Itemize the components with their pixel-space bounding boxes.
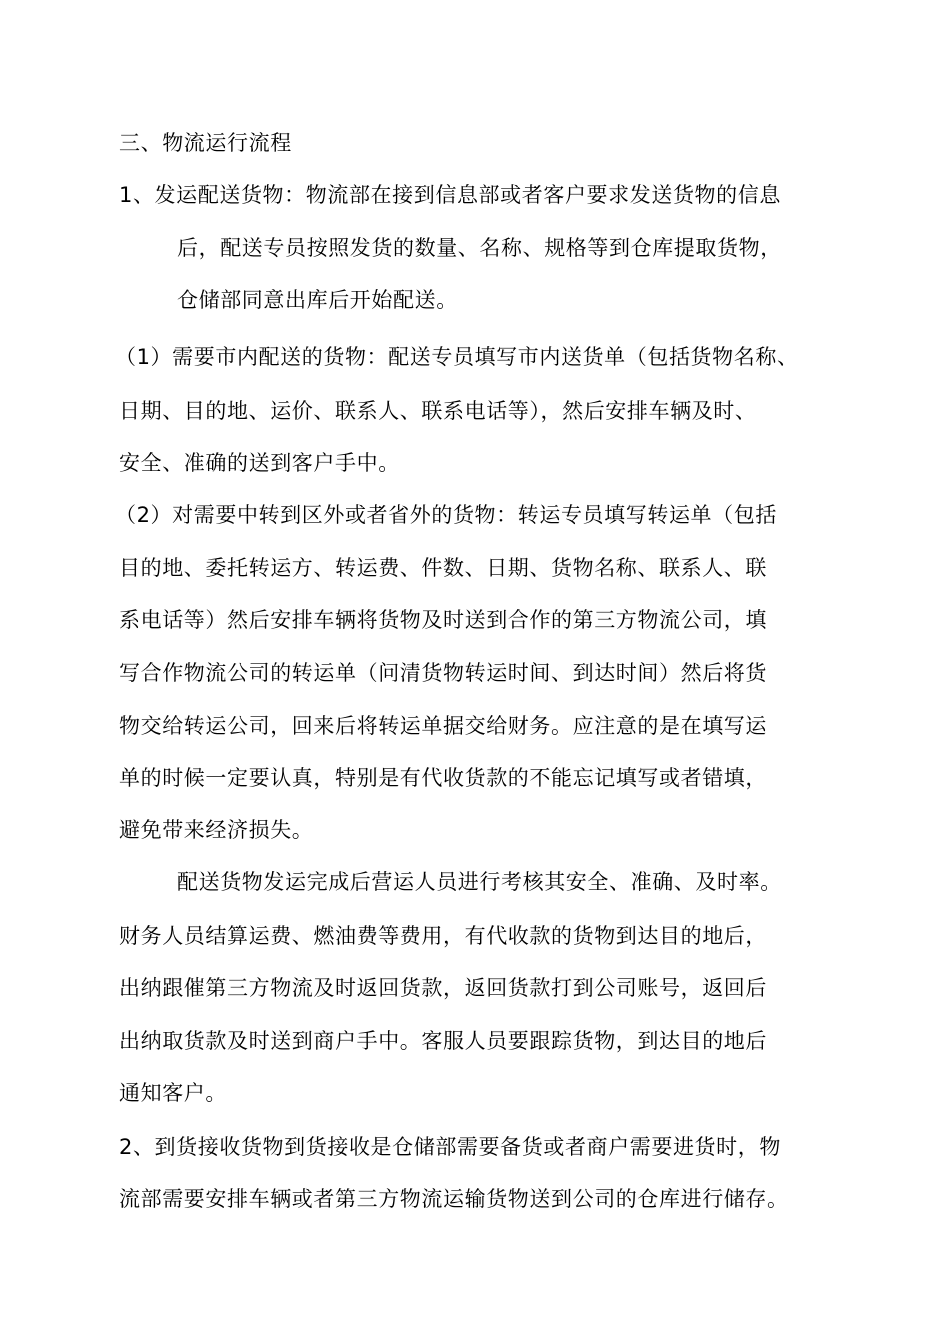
paragraph-line: 单的时候一定要认真，特别是有代收货款的不能忘记填写或者错填，: [119, 766, 767, 790]
paragraph-line: 安全、准确的送到客户手中。: [119, 451, 400, 475]
paragraph-line: 财务人员结算运费、燃油费等费用，有代收款的货物到达目的地后，: [119, 924, 767, 948]
paragraph-line: 后，配送专员按照发货的数量、名称、规格等到仓库提取货物，: [177, 236, 782, 260]
paragraph-line: 目的地、委托转运方、转运费、件数、日期、货物名称、联系人、联: [119, 556, 767, 580]
paragraph-line: （1）需要市内配送的货物：配送专员填写市内送货单（包括货物名称、: [115, 345, 799, 369]
paragraph-line: 仓储部同意出库后开始配送。: [177, 288, 458, 312]
paragraph-line: 通知客户。: [119, 1081, 227, 1105]
paragraph-line: 日期、目的地、运价、联系人、联系电话等），然后安排车辆及时、: [119, 399, 757, 423]
paragraph-line: 写合作物流公司的转运单（问清货物转运时间、到达时间）然后将货: [119, 661, 767, 685]
paragraph-line: 避免带来经济损失。: [119, 818, 314, 842]
paragraph-line: 出纳跟催第三方物流及时返回货款，返回货款打到公司账号，返回后: [119, 976, 767, 1000]
paragraph-line: （2）对需要中转到区外或者省外的货物：转运专员填写转运单（包括: [115, 503, 777, 527]
paragraph-line: 配送货物发运完成后营运人员进行考核其安全、准确、及时率。: [177, 870, 782, 894]
paragraph-line: 物交给转运公司，回来后将转运单据交给财务。应注意的是在填写运: [119, 714, 767, 738]
paragraph-line: 系电话等）然后安排车辆将货物及时送到合作的第三方物流公司，填: [119, 608, 767, 632]
section-heading: 三、物流运行流程: [119, 131, 292, 155]
paragraph-line: 2、到货接收货物到货接收是仓储部需要备货或者商户需要进货时，物: [119, 1135, 781, 1159]
paragraph-line: 流部需要安排车辆或者第三方物流运输货物送到公司的仓库进行储存。: [119, 1187, 789, 1211]
paragraph-line: 1、发运配送货物：物流部在接到信息部或者客户要求发送货物的信息: [119, 183, 781, 207]
paragraph-line: 出纳取货款及时送到商户手中。客服人员要跟踪货物，到达目的地后: [119, 1029, 767, 1053]
